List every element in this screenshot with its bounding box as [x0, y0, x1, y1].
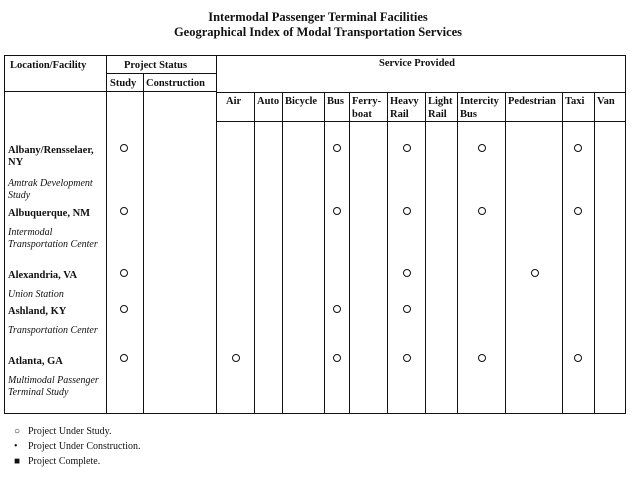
marker-intercity-bus [478, 144, 486, 152]
row-facility: Transportation Center [8, 325, 98, 336]
marker-heavy-rail [403, 144, 411, 152]
legend-label: Project Under Construction. [28, 441, 141, 452]
row-location: Albuquerque, NM [8, 208, 91, 219]
marker-heavy-rail [403, 354, 411, 362]
service-header-van: Van [597, 96, 615, 107]
marker-study [120, 207, 128, 215]
row-location: Albany/Rensselaer, NY [8, 145, 94, 168]
legend-label: Project Complete. [28, 456, 101, 467]
service-header-intercity-bus: Intercity Bus [460, 96, 499, 120]
page-subtitle: Geographical Index of Modal Transportation Services [173, 25, 463, 39]
legend-item [14, 441, 140, 453]
legend-symbol: • [14, 441, 18, 452]
service-header-ferryboat: Ferry-boat [352, 96, 382, 120]
service-header-bicycle: Bicycle [285, 96, 318, 107]
legend-item [14, 456, 100, 468]
marker-bus [333, 144, 341, 152]
page-title: Intermodal Passenger Terminal Facilities [208, 10, 428, 24]
study-header: Study [110, 78, 137, 89]
marker-study [120, 144, 128, 152]
service-header-light-rail: Light Rail [428, 96, 453, 120]
marker-study [120, 269, 128, 277]
service-header-auto: Auto [257, 96, 280, 107]
service-provided-header: Service Provided [379, 58, 455, 69]
legend-symbol: ○ [14, 426, 21, 437]
legend-item [14, 426, 112, 438]
row-facility: Union Station [8, 289, 64, 300]
marker-air [232, 354, 240, 362]
row-facility: Intermodal Transportation Center [8, 227, 98, 250]
service-header-pedestrian: Pedestrian [508, 96, 556, 107]
construction-header: Construction [146, 78, 205, 89]
marker-heavy-rail [403, 207, 411, 215]
row-location: Ashland, KY [8, 306, 67, 317]
marker-heavy-rail [403, 269, 411, 277]
marker-intercity-bus [478, 354, 486, 362]
marker-bus [333, 207, 341, 215]
marker-bus [333, 305, 341, 313]
marker-taxi [574, 354, 582, 362]
marker-taxi [574, 144, 582, 152]
row-location: Alexandria, VA [8, 270, 78, 281]
row-facility: Multimodal Passenger Terminal Study [8, 375, 99, 398]
project-status-header: Project Status [124, 60, 188, 71]
legend-label: Project Under Study. [28, 426, 112, 437]
marker-bus [333, 354, 341, 362]
service-header-bus: Bus [327, 96, 344, 107]
marker-taxi [574, 207, 582, 215]
service-header-heavy-rail: Heavy Rail [390, 96, 419, 120]
marker-study [120, 354, 128, 362]
service-header-taxi: Taxi [565, 96, 585, 107]
marker-intercity-bus [478, 207, 486, 215]
service-header-air: Air [226, 96, 242, 107]
row-location: Atlanta, GA [8, 356, 63, 367]
location-header: Location/Facility [10, 60, 87, 71]
row-facility: Amtrak Development Study [8, 178, 93, 201]
marker-heavy-rail [403, 305, 411, 313]
marker-study [120, 305, 128, 313]
marker-pedestrian [531, 269, 539, 277]
legend-symbol: ■ [14, 456, 21, 467]
